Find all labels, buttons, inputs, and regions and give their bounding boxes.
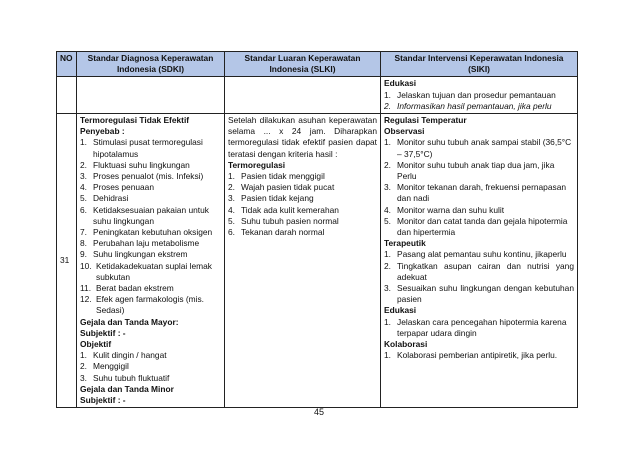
item-text: Jelaskan tujuan dan prosedur pemantauan: [397, 89, 556, 100]
list-item: [80, 361, 221, 372]
item-text: Ketidakadekuatan suplai lemak subkutan: [96, 260, 212, 282]
siki-edukasi-label: Edukasi: [384, 305, 417, 316]
slki-cell: [225, 114, 381, 408]
item-number: 12.: [80, 294, 92, 305]
list-item: [228, 171, 377, 182]
terapeutik-label: Terapeutik: [384, 238, 426, 249]
table-header-row: [57, 52, 578, 77]
header-no: NO: [57, 52, 77, 77]
item-text: Dehidrasi: [93, 193, 129, 204]
list-item: [80, 294, 221, 316]
item-number: 4.: [228, 204, 235, 215]
item-text: Pasien tidak menggigil: [241, 171, 325, 182]
item-text: Kolaborasi pemberian antipiretik, jika perlu.: [397, 350, 558, 361]
item-text: Tekanan darah normal: [241, 227, 325, 238]
edukasi-list: [384, 90, 574, 112]
list-item: [228, 205, 377, 216]
observasi-list: [384, 137, 574, 238]
nursing-standards-table-page: [56, 51, 577, 408]
item-text: Monitor suhu tubuh anak sampai stabil (36,5°C – 37,5°C): [397, 137, 572, 159]
item-text: Ketidaksesuaian pakaian untuk suhu lingkungan: [93, 204, 209, 226]
item-text: Informasikan hasil pemantauan,: [397, 100, 519, 111]
list-item: [80, 373, 221, 384]
objektif-label: Objektif: [80, 339, 112, 350]
list-item: [80, 160, 221, 171]
list-item: [384, 205, 574, 216]
item-text: Jelaskan cara pencegahan hipotermia karena terpapar udara dingin: [397, 316, 567, 338]
item-text: Stimulasi pusat termoregulasi hipotalamus: [93, 137, 203, 159]
header-slki: Standar Luaran Keperawatan Indonesia (SLKI): [225, 52, 381, 77]
item-text: Monitor suhu tubuh anak tiap dua jam, jika Perlu: [397, 159, 555, 182]
item-number: 3.: [384, 283, 391, 294]
gejala-minor-label: Gejala dan Tanda Minor: [80, 383, 174, 394]
terapeutik-list: [384, 249, 574, 305]
item-text: Kulit dingin / hangat: [93, 350, 167, 361]
item-text: Suhu lingkungan ekstrem: [93, 249, 188, 260]
item-number: 6.: [80, 204, 87, 215]
item-number: 4.: [384, 204, 391, 215]
list-item: [80, 350, 221, 361]
slki-heading: Termoregulasi: [228, 159, 286, 170]
subjektif-mayor-label: Subjektif : -: [80, 327, 126, 338]
item-number: 1.: [384, 350, 391, 361]
subjektif-minor-label: Subjektif : -: [80, 395, 126, 406]
list-item: [80, 205, 221, 227]
item-number: 1.: [384, 89, 391, 100]
continuation-slki-cell: [225, 77, 381, 114]
item-number: 9.: [80, 249, 87, 260]
continuation-row: [57, 77, 578, 114]
item-number: 6.: [228, 227, 235, 238]
item-text: Wajah pasien tidak pucat: [241, 182, 335, 193]
list-item: [228, 182, 377, 193]
page-number: 45: [313, 407, 324, 417]
kolaborasi-list: [384, 350, 574, 361]
item-number: 5.: [228, 215, 235, 226]
list-item: [80, 182, 221, 193]
item-text: Sesuaikan suhu lingkungan dengan kebutuhan pasien: [397, 283, 574, 305]
item-text: Pasien tidak kejang: [241, 193, 314, 204]
list-item: [384, 182, 574, 204]
item-number: 3.: [80, 372, 87, 383]
item-text: Fluktuasi suhu lingkungan: [93, 159, 190, 170]
item-text: Tidak ada kulit kemerahan: [241, 204, 339, 215]
sdki-cell: [77, 114, 225, 408]
list-item: [384, 216, 574, 238]
item-number: 5.: [80, 193, 87, 204]
list-item: [384, 249, 574, 260]
list-item: [228, 216, 377, 227]
gejala-mayor-label: Gejala dan Tanda Mayor:: [80, 316, 179, 327]
list-item: [384, 283, 574, 305]
item-text: Pasang alat pemantau suhu kontinu, jikaperlu: [397, 249, 567, 260]
item-text: Peningkatan kebutuhan oksigen: [93, 227, 213, 238]
item-text: Monitor tekanan darah, frekuensi pernapasan dan nadi: [397, 182, 567, 204]
item-text: Monitor dan catat tanda dan gejala hipotermia dan hipertermia: [397, 215, 568, 238]
list-item: [80, 283, 221, 294]
item-number: 2.: [80, 361, 87, 372]
item-number: 1.: [80, 350, 87, 361]
list-item: [384, 350, 574, 361]
sdki-title: Termoregulasi Tidak Efektif: [80, 115, 190, 126]
item-number: 5.: [384, 215, 391, 226]
penyebab-list: [80, 137, 221, 316]
list-item: [80, 171, 221, 182]
item-number: 4.: [80, 182, 87, 193]
item-text: Proses penualot (mis. Infeksi): [93, 171, 204, 182]
list-item: [228, 227, 377, 238]
item-number: 11.: [80, 283, 92, 294]
row-number: 31: [57, 114, 77, 408]
header-sdki: Standar Diagnosa Keperawatan Indonesia (SDKI): [77, 52, 225, 77]
item-number: 7.: [80, 227, 87, 238]
continuation-no-cell: [57, 77, 77, 114]
list-item: [384, 137, 574, 159]
list-item: [80, 137, 221, 159]
objektif-list: [80, 350, 221, 384]
siki-title: Regulasi Temperatur: [384, 115, 467, 126]
item-text: Suhu tubuh pasien normal: [241, 215, 339, 226]
item-italic-text: jika perlu: [518, 100, 552, 111]
kolaborasi-label: Kolaborasi: [384, 339, 428, 350]
list-item: [80, 261, 221, 283]
item-text: Suhu tubuh fluktuatif: [93, 372, 170, 383]
list-item: [384, 261, 574, 283]
item-number: 2.: [384, 100, 391, 111]
item-number: 3.: [80, 171, 87, 182]
item-number: 2.: [384, 159, 391, 170]
list-item: [384, 90, 574, 101]
item-number: 3.: [384, 182, 391, 193]
slki-intro: Setelah dilakukan asuhan keperawatan selama ... x 24 jam. Diharapkan termoregulasi tidak efektif pasien dapat teratasi dengan kriteria hasil :: [228, 115, 377, 159]
item-number: 1.: [384, 249, 391, 260]
list-item: [80, 193, 221, 204]
item-text: Tingkatkan asupan cairan dan nutrisi yang adekuat: [397, 260, 574, 282]
header-siki: Standar Intervensi Keperawatan Indonesia (SIKI): [381, 52, 578, 77]
item-number: 2.: [384, 260, 391, 271]
item-number: 1.: [384, 137, 391, 148]
list-item: [80, 249, 221, 260]
list-item: [384, 101, 574, 112]
siki-cell: [381, 114, 578, 408]
list-item: [384, 317, 574, 339]
item-text: Monitor warna dan suhu kulit: [397, 204, 505, 215]
item-number: 10.: [80, 260, 92, 271]
item-text: Proses penuaan: [93, 182, 154, 193]
item-number: 1.: [228, 171, 235, 182]
slki-list: [228, 171, 377, 238]
penyebab-label: Penyebab :: [80, 126, 125, 137]
list-item: [384, 160, 574, 182]
item-text: Perubahan laju metabolisme: [93, 238, 200, 249]
item-number: 3.: [228, 193, 235, 204]
observasi-label: Observasi: [384, 126, 425, 137]
item-number: 1.: [80, 137, 87, 148]
siki-edukasi-list: [384, 317, 574, 339]
nursing-standards-table: [56, 51, 578, 408]
item-text: Efek agen farmakologis (mis. Sedasi): [96, 294, 204, 316]
list-item: [80, 227, 221, 238]
item-number: 2.: [80, 159, 87, 170]
continuation-siki-cell: [381, 77, 578, 114]
item-text: Menggigil: [93, 361, 129, 372]
continuation-sdki-cell: [77, 77, 225, 114]
item-number: 1.: [384, 316, 391, 327]
item-text: Berat badan ekstrem: [96, 283, 174, 294]
item-number: 8.: [80, 238, 87, 249]
edukasi-heading: Edukasi: [384, 78, 417, 89]
table-row: [57, 114, 578, 408]
list-item: [80, 238, 221, 249]
list-item: [228, 193, 377, 204]
item-number: 2.: [228, 182, 235, 193]
